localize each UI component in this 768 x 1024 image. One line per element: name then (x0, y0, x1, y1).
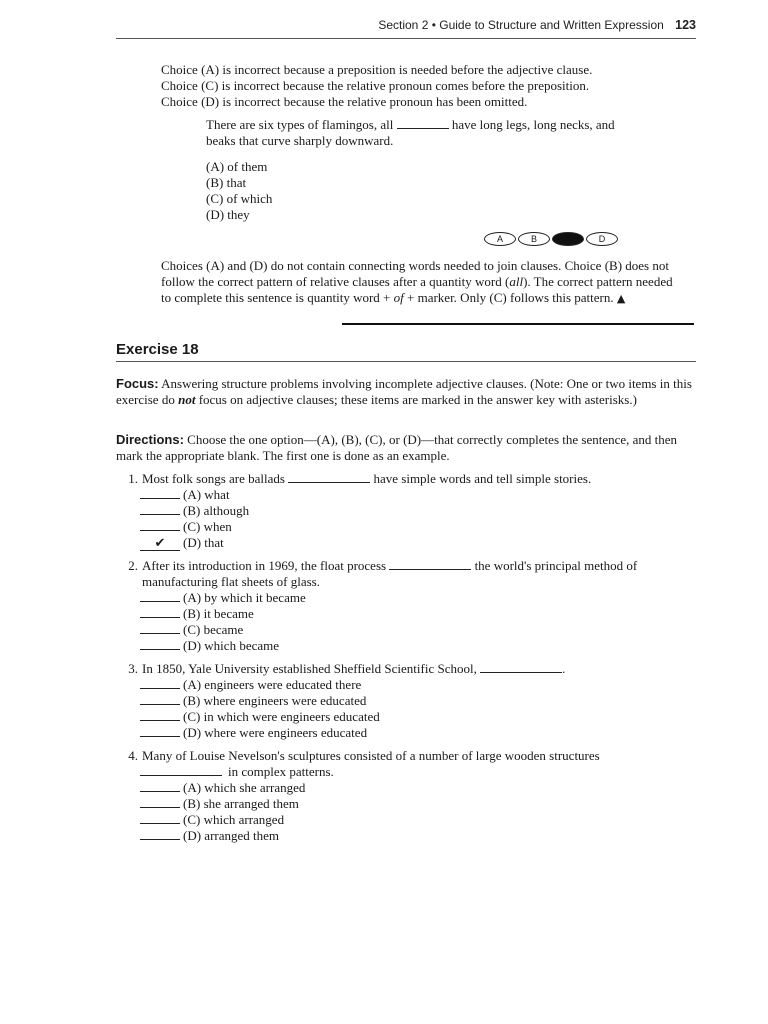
choice-row[interactable]: (A) by which it became (116, 590, 694, 606)
explanation-bottom: Choices (A) and (D) do not contain connecting words needed to join clauses. Choice (B) does not follow the correct pattern of relative clauses after a quantity word (all). The correct pattern needed to complete this sentence is quantity word + of + marker. Only (C) follows this pattern. ▲ (161, 258, 673, 305)
choice-row[interactable]: (C) in which were engineers educated (116, 709, 694, 725)
answer-blank (480, 662, 562, 673)
choice-row[interactable]: (D) arranged them (116, 828, 694, 844)
mark-blank[interactable] (140, 639, 180, 650)
directions-paragraph: Directions: Choose the one option—(A), (B), (C), or (D)—that correctly completes the sentence, and then mark the appropriate blank. The first one is done as an example. (116, 432, 678, 463)
mark-blank[interactable] (140, 726, 180, 737)
choice-row[interactable]: (B) it became (116, 606, 694, 622)
question-number: 4. (128, 748, 138, 763)
explanation-line: Choice (C) is incorrect because the relative pronoun comes before the preposition. (161, 78, 590, 93)
choice-row[interactable]: (C) became (116, 622, 694, 638)
mark-blank[interactable] (140, 710, 180, 721)
focus-paragraph: Focus: Answering structure problems involving incomplete adjective clauses. (Note: One or two items in this exercise do not focus on adjective clauses; these items are marked in the answer key with asterisks.) (116, 376, 692, 407)
question-list (116, 471, 694, 851)
choice-row[interactable]: (A) which she arranged (116, 780, 694, 796)
mark-blank-checked[interactable] (140, 536, 180, 551)
mark-blank[interactable] (140, 781, 180, 792)
question-item (116, 661, 694, 741)
question-item (116, 748, 694, 844)
question-stem: After its introduction in 1969, the float process the world's principal method of manufacturing flat sheets of glass. (142, 558, 638, 589)
running-title: Section 2 • Guide to Structure and Written Expression (378, 18, 664, 32)
answer-oval-d: D (586, 232, 618, 246)
focus-label: Focus: (116, 376, 159, 391)
question-continuation: in complex patterns. (116, 764, 694, 780)
example-option: (A) of them (206, 159, 268, 174)
choice-row[interactable]: (D) which became (116, 638, 694, 654)
mark-blank[interactable] (140, 623, 180, 634)
mark-blank[interactable] (140, 694, 180, 705)
answer-oval-a: A (484, 232, 516, 246)
example-question (206, 117, 646, 223)
mark-blank[interactable] (140, 813, 180, 824)
question-number: 1. (128, 471, 138, 486)
answer-blank (389, 559, 471, 570)
explanation-top (161, 62, 691, 110)
answer-bubbles (484, 232, 618, 246)
question-stem: Most folk songs are ballads have simple words and tell simple stories. (142, 471, 592, 486)
question-number: 3. (128, 661, 138, 676)
exercise-title: Exercise 18 (116, 341, 696, 362)
explanation-line: Choice (D) is incorrect because the relative pronoun has been omitted. (161, 94, 528, 109)
directions-label: Directions: (116, 432, 184, 447)
choice-row[interactable]: (B) where engineers were educated (116, 693, 694, 709)
question-number: 2. (128, 558, 138, 573)
answer-blank (288, 472, 370, 483)
mark-blank[interactable] (140, 829, 180, 840)
mark-blank[interactable] (140, 797, 180, 808)
example-option: (B) that (206, 175, 247, 190)
choice-row[interactable]: (C) when (116, 519, 694, 535)
choice-row[interactable]: ✔ (D) that (116, 535, 694, 551)
example-option: (D) they (206, 207, 250, 222)
mark-blank[interactable] (140, 678, 180, 689)
question-item (116, 471, 694, 551)
choice-row[interactable]: (A) what (116, 487, 694, 503)
example-stem: There are six types of flamingos, all have long legs, long necks, and beaks that curve sharply downward. (206, 117, 615, 148)
choice-row[interactable]: (B) she arranged them (116, 796, 694, 812)
mark-blank[interactable] (140, 488, 180, 499)
mark-blank[interactable] (140, 504, 180, 515)
section-divider (342, 323, 694, 325)
choice-row[interactable]: (B) although (116, 503, 694, 519)
answer-oval-c-filled: C (552, 232, 584, 246)
question-stem: In 1850, Yale University established Sheffield Scientific School, . (142, 661, 566, 676)
question-stem: Many of Louise Nevelson's sculptures consisted of a number of large wooden structures (142, 748, 600, 763)
choice-row[interactable]: (D) where were engineers educated (116, 725, 694, 741)
page-number: 123 (675, 18, 696, 32)
mark-blank[interactable] (140, 520, 180, 531)
end-triangle-icon: ▲ (616, 292, 626, 305)
mark-blank[interactable] (140, 607, 180, 618)
question-item (116, 558, 694, 654)
example-option: (C) of which (206, 191, 273, 206)
running-header (116, 18, 696, 39)
answer-blank (397, 118, 449, 129)
checkmark-icon: ✔ (154, 536, 166, 551)
answer-oval-b: B (518, 232, 550, 246)
answer-blank (140, 765, 222, 776)
mark-blank[interactable] (140, 591, 180, 602)
choice-row[interactable]: (C) which arranged (116, 812, 694, 828)
explanation-line: Choice (A) is incorrect because a preposition is needed before the adjective clause. (161, 62, 593, 77)
choice-row[interactable]: (A) engineers were educated there (116, 677, 694, 693)
